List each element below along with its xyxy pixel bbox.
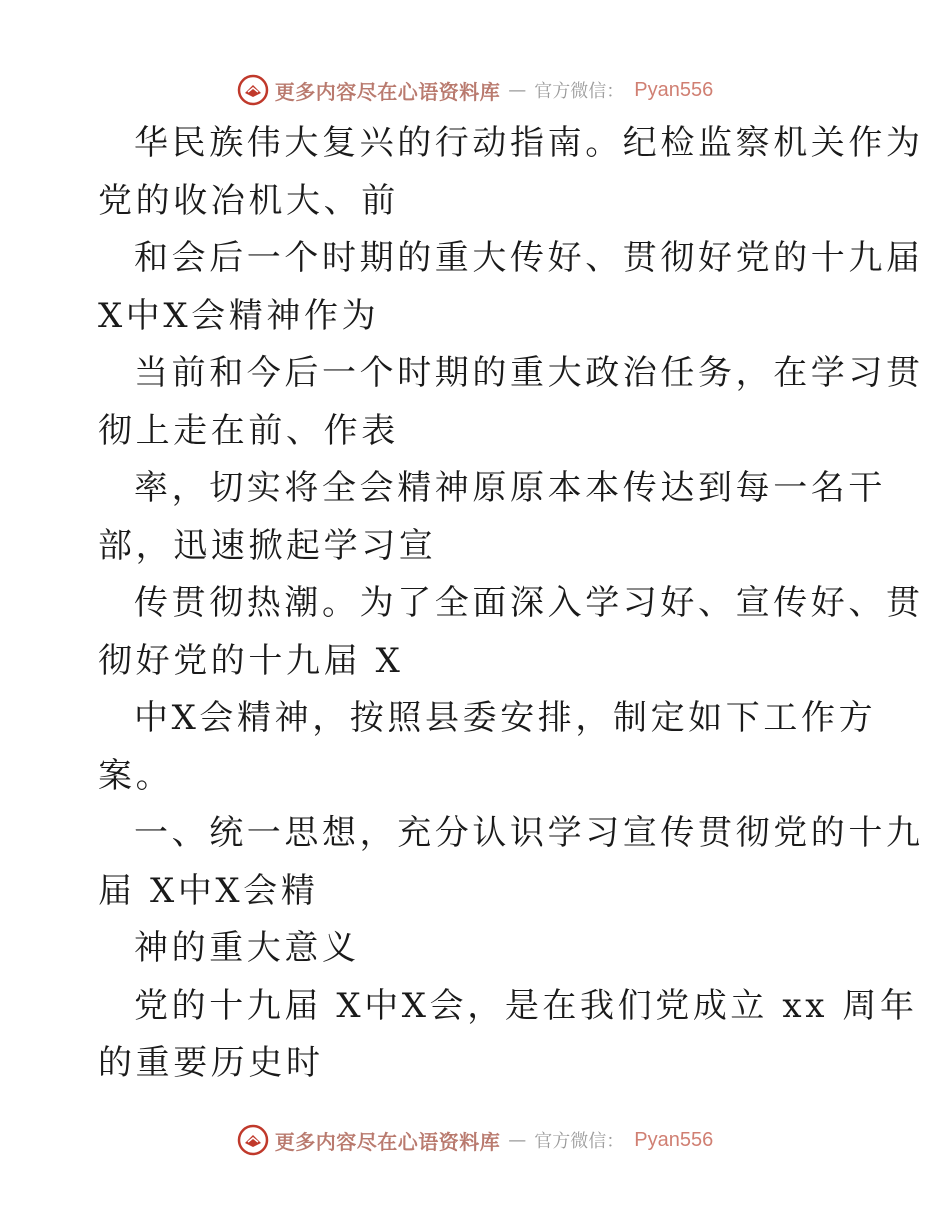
- text-line: 传贯彻热潮。为了全面深入学习好、宣传好、贯: [134, 583, 924, 623]
- banner-title: 更多内容尽在心语资料库: [274, 1129, 501, 1154]
- text-line: 的重要历史时: [98, 1043, 324, 1083]
- text-line: 华民族伟大复兴的行动指南。纪检监察机关作为: [134, 123, 924, 163]
- document-body: [98, 115, 924, 1093]
- text-line: 率，切实将全会精神原原本本传达到每一名干: [134, 468, 886, 508]
- text-line: 彻上走在前、作表: [98, 410, 399, 451]
- header-banner: [0, 70, 950, 110]
- section-heading-line: 神的重大意义: [134, 928, 360, 968]
- banner-wechat-id: Pyan556: [634, 78, 714, 101]
- banner-subtitle: 官方微信：: [534, 1131, 625, 1152]
- section-heading-line: 届 X中X会精: [98, 870, 319, 911]
- text-line: 和会后一个时期的重大传好、贯彻好党的十九届: [134, 238, 924, 278]
- footer-banner: [0, 1120, 950, 1160]
- book-logo-icon: [237, 74, 269, 106]
- section-heading-line: 一、统一思想，充分认识学习宣传贯彻党的十九: [134, 813, 924, 853]
- text-line: 部，迅速掀起学习宣: [98, 525, 437, 566]
- book-logo-icon: [237, 1124, 269, 1156]
- banner-separator: —: [508, 79, 527, 101]
- banner-wechat-id: Pyan556: [634, 1128, 714, 1151]
- text-line: 案。: [98, 755, 174, 796]
- text-line: X中X会精神作为: [98, 295, 380, 336]
- banner-subtitle: 官方微信：: [534, 81, 625, 102]
- banner-separator: —: [508, 1129, 527, 1151]
- text-line: 党的十九届 X中X会，是在我们党成立 xx 周年: [134, 985, 918, 1026]
- text-line: 彻好党的十九届 X: [98, 640, 404, 681]
- text-line: 中X会精神，按照县委安排，制定如下工作方: [134, 698, 877, 738]
- banner-title: 更多内容尽在心语资料库: [274, 79, 501, 104]
- text-line: 当前和今后一个时期的重大政治任务，在学习贯: [134, 353, 924, 393]
- text-line: 党的收冶机大、前: [98, 180, 399, 221]
